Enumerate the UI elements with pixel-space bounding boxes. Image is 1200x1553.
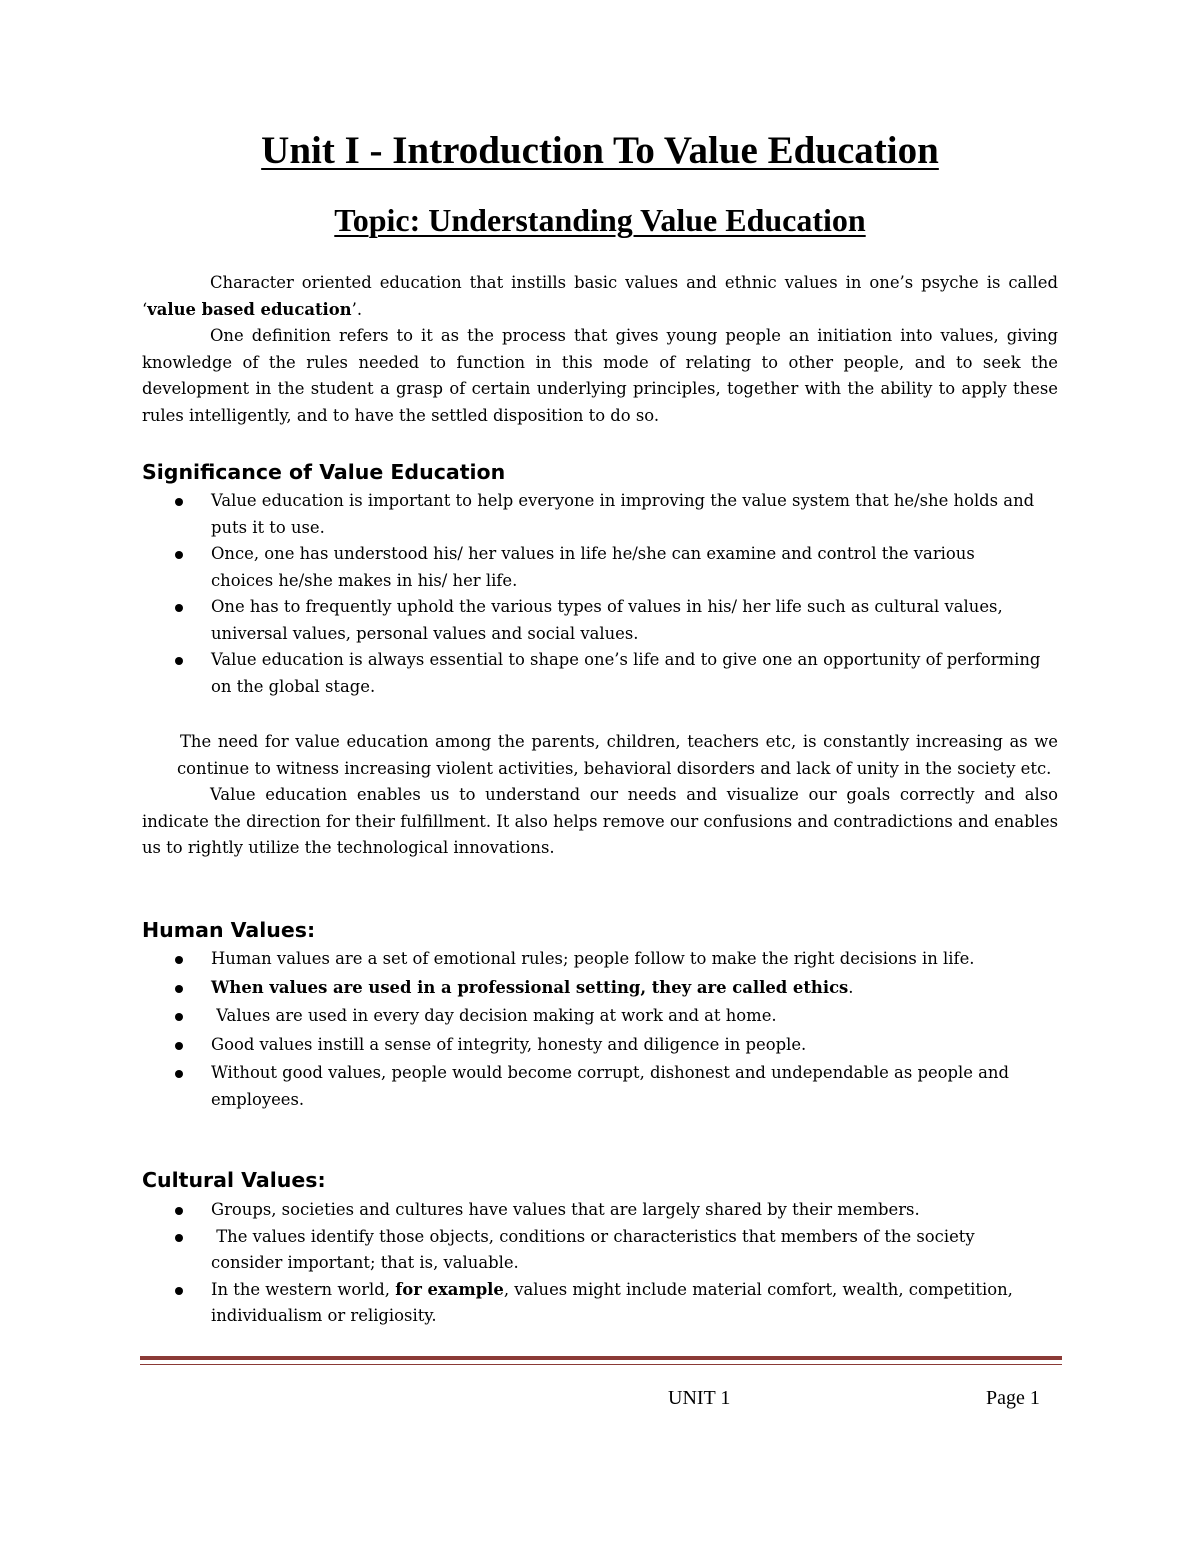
topic-subtitle: Topic: Understanding Value Education — [334, 202, 866, 238]
list-item: Without good values, people would become corrupt, dishonest and undependable as people and employees. — [142, 1060, 1042, 1113]
bullet-icon — [175, 498, 183, 506]
need-section — [142, 729, 1058, 862]
list-item: When values are used in a professional setting, they are called ethics. — [142, 975, 1042, 1002]
bullet-icon — [175, 956, 183, 964]
page-title: Unit I - Introduction To Value Education — [261, 129, 939, 172]
human-values-heading: Human Values: — [142, 918, 316, 942]
significance-heading: Significance of Value Education — [142, 460, 506, 484]
significance-list — [142, 488, 1042, 700]
enables-paragraph: Value education enables us to understand our needs and visualize our goals correctly and also indicate the direction for their fulfillment. It also helps remove our confusions and contradictions and enables us to rightly utilize the technological innovations. — [142, 785, 1058, 857]
footer-rule-thin — [140, 1364, 1062, 1365]
list-item: Once, one has understood his/ her values in life he/she can examine and control the various choices he/she makes in his/ her life. — [142, 541, 1042, 594]
bullet-icon — [175, 657, 183, 665]
bullet-icon — [175, 1042, 183, 1050]
bullet-icon — [175, 1287, 183, 1295]
bullet-icon — [175, 1207, 183, 1215]
bullet-icon — [175, 551, 183, 559]
need-paragraph: The need for value education among the parents, children, teachers etc, is constantly increasing as we continue to witness increasing violent activities, behavioral disorders and lack of unity in the society etc. — [177, 732, 1058, 778]
intro-paragraph-1: Character oriented education that instills basic values and ethnic values in one’s psyche is called ‘value based education’. — [142, 273, 1058, 319]
bullet-icon — [175, 1013, 183, 1021]
footer-unit-label: UNIT 1 — [668, 1387, 731, 1409]
list-item: The values identify those objects, conditions or characteristics that members of the society consider important; that is, valuable. — [142, 1224, 1042, 1277]
human-values-list — [142, 946, 1042, 1113]
list-item: Groups, societies and cultures have values that are largely shared by their members. — [142, 1197, 1042, 1224]
list-item: Value education is important to help everyone in improving the value system that he/she holds and puts it to use. — [142, 488, 1042, 541]
value-based-education-term: value based education — [147, 299, 352, 319]
list-item: Values are used in every day decision making at work and at home. — [142, 1003, 1042, 1030]
intro-section — [142, 270, 1058, 429]
footer-page-number: Page 1 — [986, 1387, 1040, 1409]
list-item: Value education is always essential to shape one’s life and to give one an opportunity of performing on the global stage. — [142, 647, 1042, 700]
list-item: One has to frequently uphold the various types of values in his/ her life such as cultural values, universal values, personal values and social values. — [142, 594, 1042, 647]
footer-rule-thick — [140, 1356, 1062, 1360]
cultural-values-list — [142, 1197, 1042, 1330]
cultural-values-heading: Cultural Values: — [142, 1168, 326, 1192]
bullet-icon — [175, 985, 183, 993]
list-item: Human values are a set of emotional rules; people follow to make the right decisions in life. — [142, 946, 1042, 973]
list-item: In the western world, for example, values might include material comfort, wealth, competition, individualism or religiosity. — [142, 1277, 1042, 1330]
bullet-icon — [175, 1070, 183, 1078]
intro-paragraph-2: One definition refers to it as the process that gives young people an initiation into values, giving knowledge of the rules needed to function in this mode of relating to other people, and to seek the development in the student a grasp of certain underlying principles, together with the ability to apply these rules intelligently, and to have the settled disposition to do so. — [142, 326, 1058, 425]
bullet-icon — [175, 1234, 183, 1242]
bullet-icon — [175, 604, 183, 612]
list-item: Good values instill a sense of integrity, honesty and diligence in people. — [142, 1032, 1042, 1059]
